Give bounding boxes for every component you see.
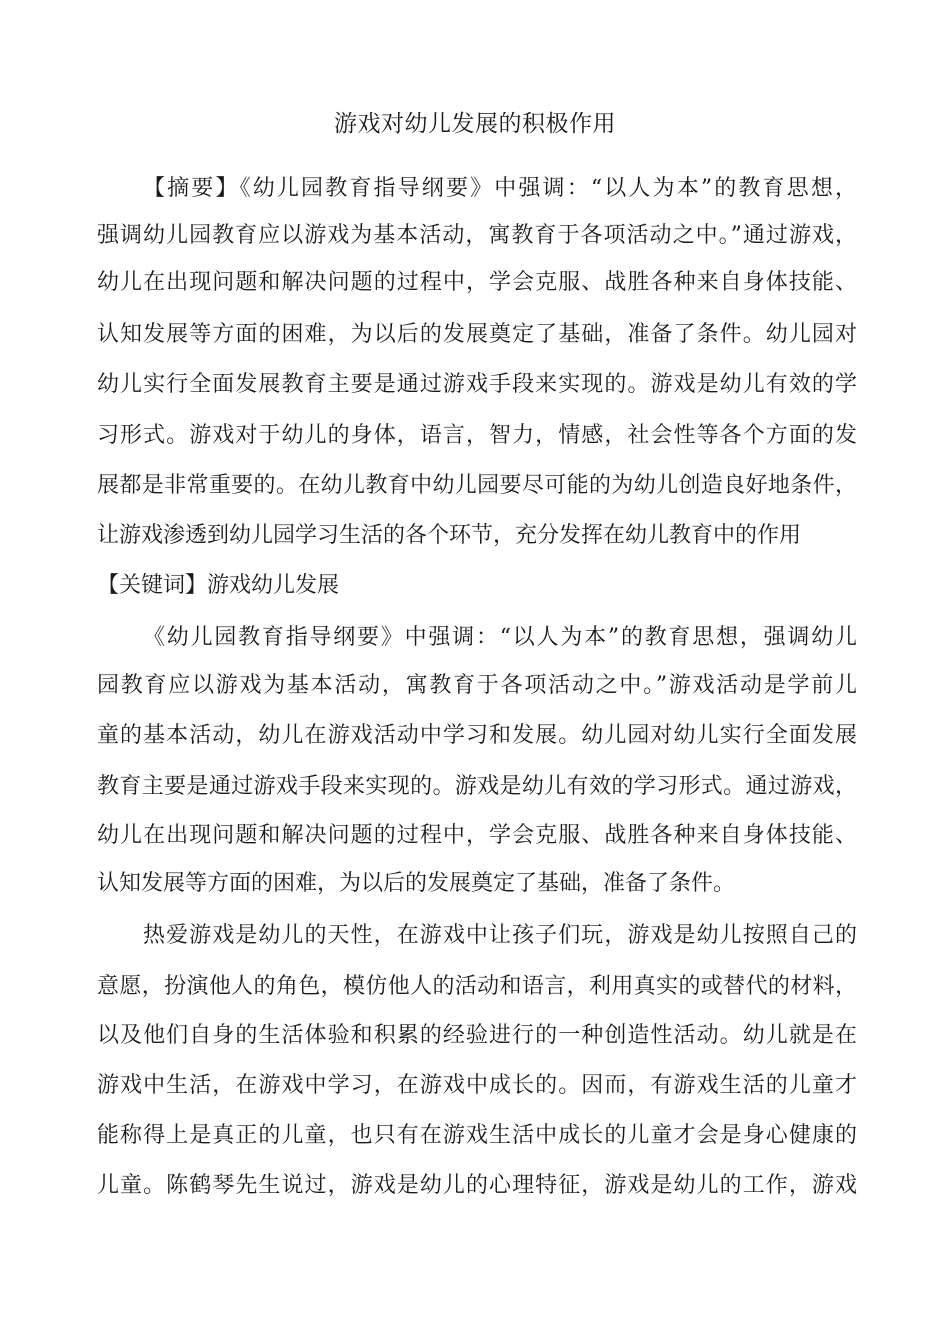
paragraph-line: 教育主要是通过游戏手段来实现的。游戏是幼儿有效的学习形式。通过游戏， — [97, 774, 857, 799]
paragraph-line: 游戏中生活，在游戏中学习，在游戏中成长的。因而，有游戏生活的儿童才 — [97, 1073, 857, 1098]
paragraph-line: 以及他们自身的生活体验和积累的经验进行的一种创造性活动。幼儿就是在 — [97, 1023, 857, 1048]
paragraph-line: 童的基本活动，幼儿在游戏活动中学习和发展。幼儿园对幼儿实行全面发展 — [97, 723, 857, 748]
paragraph-line: 园教育应以游戏为基本活动，寓教育于各项活动之中。”游戏活动是学前儿 — [97, 673, 857, 698]
abstract-line: 强调幼儿园教育应以游戏为基本活动，寓教育于各项活动之中。”通过游戏， — [97, 223, 857, 248]
abstract-line: 展都是非常重要的。在幼儿教育中幼儿园要尽可能的为幼儿创造良好地条件， — [97, 473, 857, 498]
abstract-line: 认知发展等方面的困难，为以后的发展奠定了基础，准备了条件。幼儿园对 — [97, 322, 857, 347]
abstract-line: 幼儿在出现问题和解决问题的过程中，学会克服、战胜各种来自身体技能、 — [97, 270, 857, 295]
paragraph-line: 热爱游戏是幼儿的天性，在游戏中让孩子们玩，游戏是幼儿按照自己的 — [143, 923, 857, 948]
paragraph-line: 认知发展等方面的困难，为以后的发展奠定了基础，准备了条件。 — [97, 871, 736, 896]
paragraph-line: 意愿，扮演他人的角色，模仿他人的活动和语言，利用真实的或替代的材料， — [97, 974, 857, 999]
paragraph-line: 幼儿在出现问题和解决问题的过程中，学会克服、战胜各种来自身体技能、 — [97, 823, 857, 848]
paragraph-line: 儿童。陈鹤琴先生说过，游戏是幼儿的心理特征，游戏是幼儿的工作，游戏 — [97, 1173, 857, 1198]
paragraph-line: 《幼儿园教育指导纲要》中强调：“以人为本”的教育思想，强调幼儿 — [143, 625, 857, 650]
paragraph-line: 能称得上是真正的儿童，也只有在游戏生活中成长的儿童才会是身心健康的 — [97, 1123, 857, 1148]
abstract-line: 【摘要】《幼儿园教育指导纲要》中强调：“以人为本”的教育思想， — [143, 176, 857, 201]
abstract-line: 幼儿实行全面发展教育主要是通过游戏手段来实现的。游戏是幼儿有效的学 — [97, 372, 857, 397]
keywords-line: 【关键词】游戏幼儿发展 — [97, 573, 340, 598]
abstract-line: 让游戏渗透到幼儿园学习生活的各个环节，充分发挥在幼儿教育中的作用 — [97, 523, 802, 548]
abstract-line: 习形式。游戏对于幼儿的身体，语言，智力，情感，社会性等各个方面的发 — [97, 423, 857, 448]
document-title: 游戏对幼儿发展的积极作用 — [334, 111, 616, 137]
